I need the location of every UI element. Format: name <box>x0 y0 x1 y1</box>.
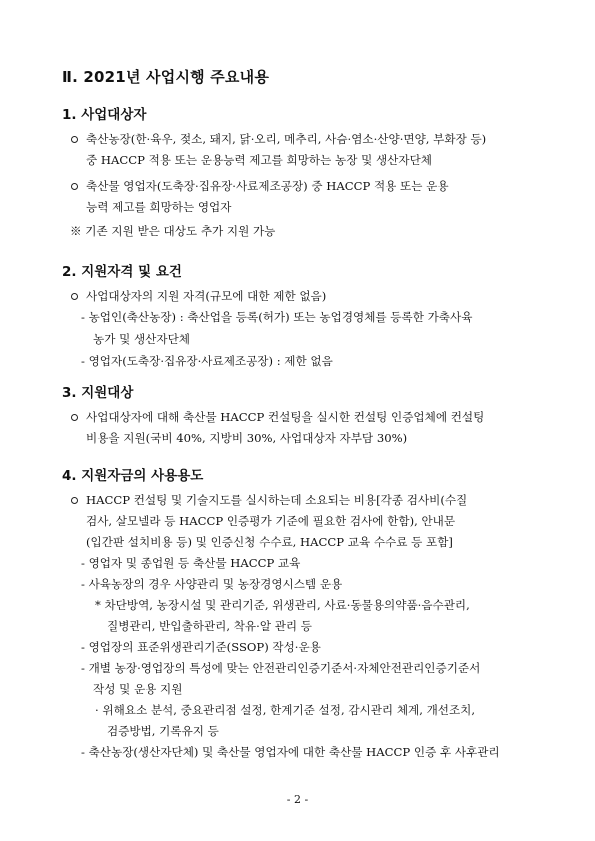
section-2-heading: 2. 지원자격 및 요건 <box>62 264 182 280</box>
s4-dash-5: - 축산농장(생산자단체) 및 축산물 영업자에 대한 축산물 HACCP 인증 후 사후관리 <box>81 745 500 759</box>
s3-bullet-1-line-2: 비용을 지원(국비 40%, 지방비 30%, 사업대상자 자부담 30%) <box>86 431 408 445</box>
s4-dash-2-sub-line-1: * 차단방역, 농장시설 및 관리기준, 위생관리, 사료·동물용의약품·음수관리, <box>95 598 470 612</box>
section-1-heading: 1. 사업대상자 <box>62 107 147 123</box>
s1-bullet-1-line-1: 축산농장(한·육우, 젖소, 돼지, 닭·오리, 메추리, 사슴·염소·산양·면양, 부화장 등) <box>86 132 487 146</box>
s1-bullet-1-line-2: 중 HACCP 적용 또는 운용능력 제고를 희망하는 농장 및 생산자단체 <box>86 153 432 167</box>
bullet-circle-icon <box>71 293 78 300</box>
s2-dash-1-line-2: 농가 및 생산자단체 <box>93 332 190 346</box>
s3-bullet-1-line-1: 사업대상자에 대해 축산물 HACCP 컨설팅을 실시한 컨설팅 인증업체에 컨설팅 <box>86 410 485 424</box>
s1-note: ※ 기존 지원 받은 대상도 추가 지원 가능 <box>70 224 276 238</box>
page-number: - 2 - <box>286 793 309 806</box>
bullet-circle-icon <box>71 414 78 421</box>
s4-dash-3: - 영업장의 표준위생관리기준(SSOP) 작성·운용 <box>81 640 321 654</box>
page-title: Ⅱ. 2021년 사업시행 주요내용 <box>62 68 270 86</box>
s4-dash-4-sub-line-1: · 위해요소 분석, 중요관리점 설정, 한계기준 설정, 감시관리 체계, 개선조치, <box>95 703 476 717</box>
s4-dash-4-sub-line-2: 검증방법, 기록유지 등 <box>107 724 219 738</box>
s4-bullet-1-line-3: (입간판 설치비용 등) 및 인증신청 수수료, HACCP 교육 수수료 등 포함] <box>86 535 453 549</box>
s4-dash-4-line-2: 작성 및 운용 지원 <box>93 682 183 696</box>
s4-dash-2: - 사육농장의 경우 사양관리 및 농장경영시스템 운용 <box>81 577 343 591</box>
s4-bullet-1-line-1: HACCP 컨설팅 및 기술지도를 실시하는데 소요되는 비용[각종 검사비(수질 <box>86 493 468 507</box>
s4-dash-1: - 영업자 및 종업원 등 축산물 HACCP 교육 <box>81 556 301 570</box>
s2-bullet-1: 사업대상자의 지원 자격(규모에 대한 제한 없음) <box>86 289 327 303</box>
section-3-heading: 3. 지원대상 <box>62 385 134 401</box>
s4-dash-4-line-1: - 개별 농장·영업장의 특성에 맞는 안전관리인증기준서·자체안전관리인증기준서 <box>81 661 481 675</box>
s1-bullet-2-line-1: 축산물 영업자(도축장·집유장·사료제조공장) 중 HACCP 적용 또는 운용 <box>86 179 449 193</box>
s2-dash-2: - 영업자(도축장·집유장·사료제조공장) : 제한 없음 <box>81 354 333 368</box>
s2-dash-1-line-1: - 농업인(축산농장) : 축산업을 등록(허가) 또는 농업경영체를 등록한 가축사육 <box>81 310 473 324</box>
section-4-heading: 4. 지원자금의 사용용도 <box>62 468 204 484</box>
bullet-circle-icon <box>71 136 78 143</box>
bullet-circle-icon <box>71 497 78 504</box>
s1-bullet-2-line-2: 능력 제고를 희망하는 영업자 <box>86 200 232 214</box>
s4-dash-2-sub-line-2: 질병관리, 반입출하관리, 착유·알 관리 등 <box>107 619 312 633</box>
bullet-circle-icon <box>71 183 78 190</box>
s4-bullet-1-line-2: 검사, 살모넬라 등 HACCP 인증평가 기준에 필요한 검사에 한함), 안내문 <box>86 514 456 528</box>
